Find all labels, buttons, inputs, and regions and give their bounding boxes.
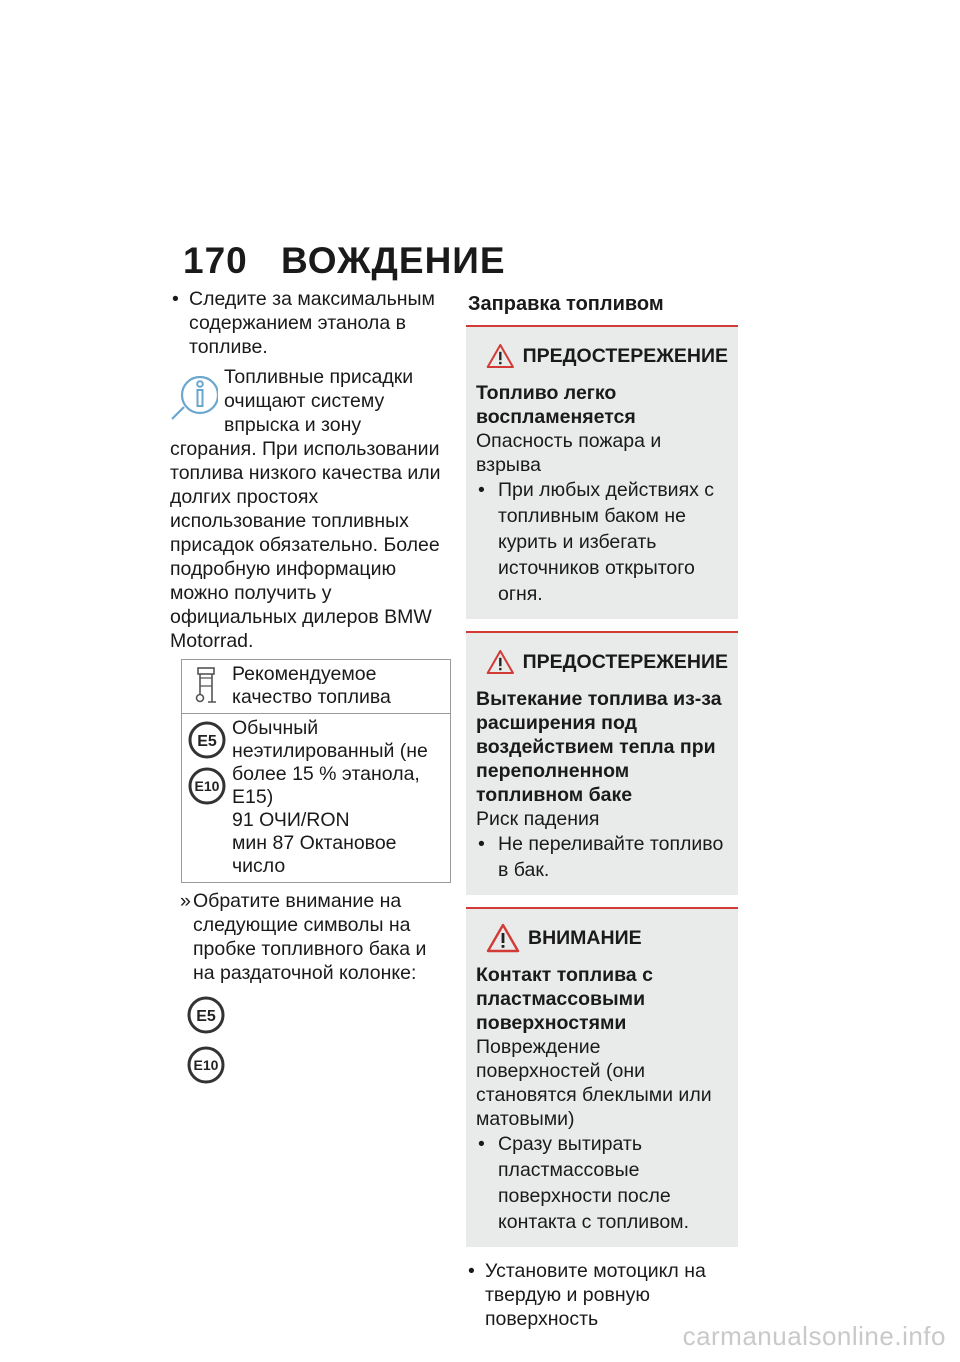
bullet-text: Установите мотоцикл на твердую и ровную поверхность [485, 1260, 706, 1330]
caution-title: Контакт топлива с пластмассовыми поверхностями [476, 964, 653, 1034]
caution-label: ВНИМАНИЕ [528, 927, 642, 949]
page-number: 170 [183, 240, 248, 281]
warning-header [476, 647, 728, 677]
result-note [170, 889, 450, 985]
fuel-symbols-cell [182, 714, 232, 882]
caution-action [476, 1131, 728, 1235]
fuel-type: Обычный неэтилированный (не более 15 % этанола, E15) [232, 717, 428, 808]
watermark: carmanualsonline.info [682, 1321, 946, 1351]
e10-symbol-icon [186, 1045, 226, 1085]
caution-cause: Повреждение поверхностей (они становятся блеклыми или матовыми) [476, 1036, 712, 1130]
bullet-marker: • [478, 1133, 485, 1155]
svg-text:E10: E10 [194, 778, 220, 794]
warning-header [476, 341, 728, 371]
caution-action-text: Сразу вытирать пластмассовые поверхности после контакта с топливом. [498, 1133, 690, 1233]
bullet-marker: • [468, 1260, 475, 1282]
right-column [466, 287, 738, 1337]
warning-label: ПРЕДОСТЕРЕЖЕНИЕ [522, 651, 728, 673]
fuel-pump-cell [182, 660, 232, 713]
warning-action [476, 831, 728, 883]
warning-cause: Опасность пожара и взрыва [476, 430, 662, 476]
warning-action [476, 477, 728, 607]
warning-triangle-icon [486, 923, 520, 953]
caution-header [476, 923, 728, 953]
bullet-marker: • [172, 288, 179, 310]
warning-triangle-icon [486, 647, 515, 677]
svg-text:E5: E5 [197, 733, 217, 750]
caution-box-plastic [466, 907, 738, 1247]
info-text: Топливные присадки очищают систему впрыска и зону сгорания. При использовании топлива низкого качества или долгих простоях использование топливных присадок обязательно. Более подробную информацию можно получить у официальных дилеров BMW Motorrad. [170, 366, 441, 652]
warning-label: ПРЕДОСТЕРЕЖЕНИЕ [522, 345, 728, 367]
fuel-pump-icon [194, 666, 220, 706]
bullet-ethanol [170, 287, 450, 359]
warning-triangle-icon [486, 341, 515, 371]
warning-action-text: При любых действиях с топливным баком не курить и избегать источников открытого огня. [498, 479, 715, 605]
svg-text:E10: E10 [193, 1057, 219, 1073]
warning-title: Топливо легко воспламеняется [476, 382, 636, 428]
arrow-marker: » [180, 890, 191, 912]
svg-text:E5: E5 [196, 1008, 216, 1025]
fuel-quality-heading: Рекомендуемое качество топлива [232, 663, 391, 708]
e5-symbol-icon [186, 995, 226, 1035]
info-icon [170, 369, 218, 421]
bullet-marker: • [478, 479, 485, 501]
fuel-row-header [182, 660, 450, 714]
bullet-marker: • [478, 833, 485, 855]
fuel-row-spec [182, 714, 450, 882]
refuel-heading: Заправка топливом [468, 293, 664, 315]
page-header [183, 240, 506, 282]
warning-box-fire [466, 325, 738, 619]
fuel-ron: 91 ОЧИ/RON [232, 809, 350, 831]
bullet-text: Следите за максимальным содержанием этанола в топливе. [189, 288, 435, 358]
warning-action-text: Не переливайте топливо в бак. [498, 833, 724, 881]
e5-icon [187, 720, 227, 760]
section-title: ВОЖДЕНИЕ [281, 240, 506, 281]
warning-cause: Риск падения [476, 808, 600, 830]
warning-box-overflow [466, 631, 738, 895]
left-column [170, 287, 450, 1085]
info-note [170, 365, 450, 653]
fuel-octane: мин 87 Октановое число [232, 832, 397, 877]
fuel-quality-table [181, 659, 451, 883]
warning-title: Вытекание топлива из-за расширения под воздействием тепла при переполненном топливном баке [476, 688, 722, 806]
e10-icon [187, 766, 227, 806]
result-text: Обратите внимание на следующие символы на пробке топливного бака и на раздаточной колонке: [193, 890, 427, 984]
